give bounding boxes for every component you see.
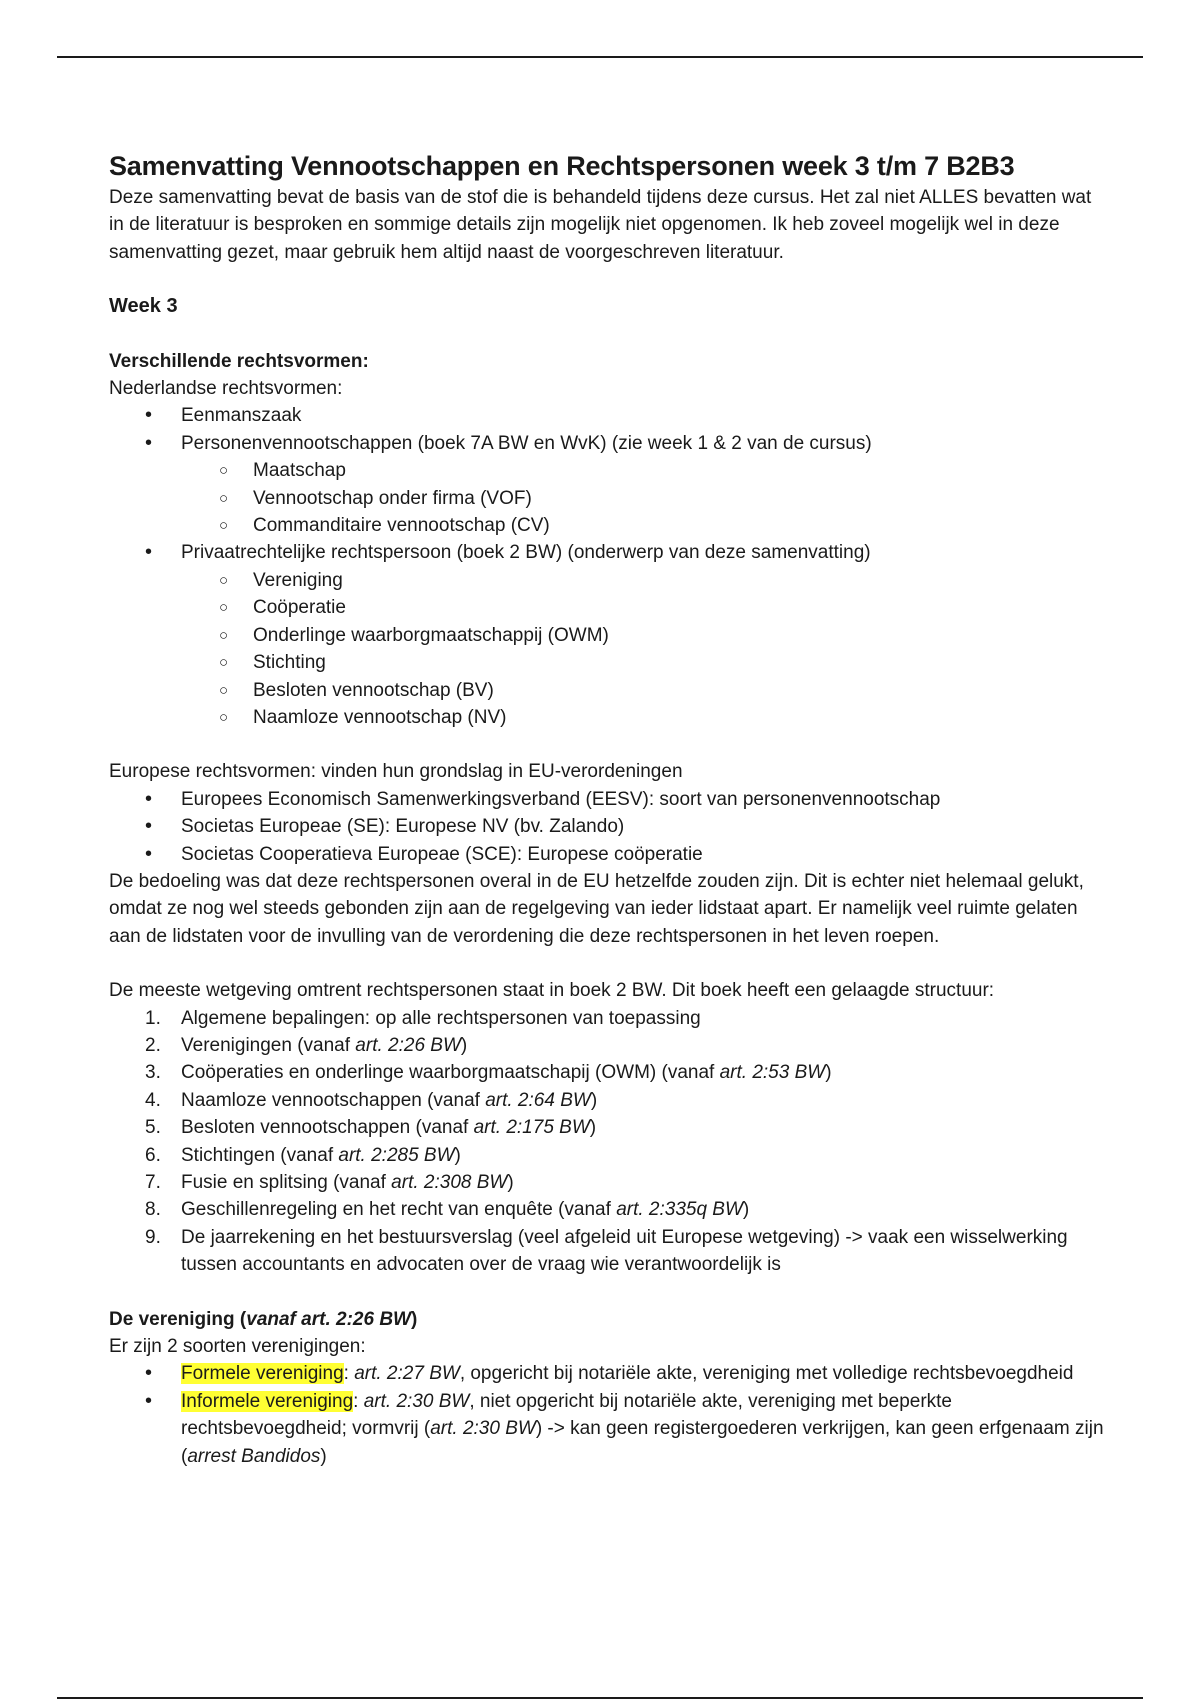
numbered-item-text-end: ) <box>454 1144 461 1166</box>
book2-intro: De meeste wetgeving omtrent rechtspersonen staat in boek 2 BW. Dit boek heeft een gelaagde structuur: <box>109 980 995 1002</box>
numbered-item-text: Besloten vennootschappen (vanaf <box>181 1117 474 1139</box>
page-title: Samenvatting Vennootschappen en Rechtspersonen week 3 t/m 7 B2B3 <box>109 151 1015 181</box>
sub-list-item-text: Vennootschap onder firma (VOF) <box>253 487 532 509</box>
numbered-item-text: Stichtingen (vanaf <box>181 1144 339 1166</box>
number-marker: 8. <box>145 1199 161 1221</box>
numbered-item <box>109 1196 1109 1223</box>
heading-article: vanaf art. 2:26 BW <box>246 1308 411 1330</box>
number-marker: 7. <box>145 1172 161 1193</box>
list-item-text: Societas Cooperatieva Europeae (SCE): Europese coöperatie <box>181 843 703 865</box>
rechtsvormen-subheading: Verschillende rechtsvormen: <box>109 350 369 372</box>
article-reference: art. 2:27 BW <box>354 1363 460 1385</box>
sub-list-item <box>181 704 1109 731</box>
list-item-text: Privaatrechtelijke rechtspersoon (boek 2 BW) (onderwerp van deze samenvatting) <box>181 542 871 564</box>
sub-bullet-marker: ○ <box>219 626 229 644</box>
sub-list-item <box>181 677 1109 704</box>
list-item-text: Personenvennootschappen (boek 7A BW en WvK) (zie week 1 & 2 van de cursus) <box>181 432 872 454</box>
sub-list-item-text: Naamloze vennootschap (NV) <box>253 706 507 728</box>
sub-list-item <box>181 512 1109 539</box>
sub-list-item-text: Commanditaire vennootschap (CV) <box>253 515 550 537</box>
bullet-marker: • <box>145 787 153 810</box>
numbered-item-text: Algemene bepalingen: op alle rechtspersonen van toepassing <box>181 1007 701 1029</box>
highlight-formele-vereniging: Formele vereniging <box>181 1363 344 1385</box>
sub-bullet-marker: ○ <box>219 489 229 507</box>
list-item-text: , opgericht bij notariële akte, vereniging met volledige rechtsbevoegdheid <box>459 1363 1074 1385</box>
numbered-item-text-end: ) <box>590 1089 598 1111</box>
nl-forms-list <box>109 402 1109 731</box>
bullet-marker: • <box>145 541 153 564</box>
vereniging-heading <box>109 1306 1109 1333</box>
case-reference: arrest Bandidos <box>187 1445 321 1467</box>
list-item-informeel <box>109 1388 1109 1470</box>
article-reference: art. 2:285 BW <box>338 1144 455 1166</box>
sub-bullet-marker: ○ <box>219 708 229 726</box>
sub-list-item-text: Besloten vennootschap (BV) <box>253 679 494 701</box>
list-item <box>109 430 1109 540</box>
number-marker: 2. <box>145 1034 161 1056</box>
list-item <box>109 402 1109 429</box>
numbered-item-text: Fusie en splitsing (vanaf <box>181 1172 392 1193</box>
list-item-text: Eenmanszaak <box>181 405 302 427</box>
article-reference: art. 2:64 BW <box>485 1089 591 1111</box>
numbered-item-text: Geschillenregeling en het recht van enquête (vanaf <box>181 1199 617 1221</box>
numbered-item <box>109 1142 1109 1169</box>
sub-list-item <box>181 594 1109 621</box>
book2-structure-list <box>109 1005 1109 1279</box>
eu-forms-list <box>109 786 1109 868</box>
list-item <box>109 841 1109 868</box>
number-marker: 6. <box>145 1144 161 1166</box>
numbered-item-text-end: ) <box>507 1172 514 1193</box>
sub-list-item-text: Stichting <box>253 652 326 674</box>
personen-sublist <box>181 457 1109 539</box>
document-body <box>109 148 1109 1470</box>
vereniging-types-list <box>109 1360 1109 1470</box>
bottom-rule <box>57 1697 1143 1699</box>
intro-paragraph: Deze samenvatting bevat de basis van de stof die is behandeld tijdens deze cursus. Het zal niet ALLES bevatten wat in de literatuur is besproken en sommige details zijn mogelijk niet opgenomen. Ik heb zoveel mogelijk wel in deze samenvatting gezet, maar gebruik hem altijd naast de voorgeschreven literatuur. <box>109 187 1092 263</box>
numbered-item <box>109 1087 1109 1114</box>
sub-list-item-text: Onderlinge waarborgmaatschappij (OWM) <box>253 624 609 646</box>
numbered-item <box>109 1114 1109 1141</box>
number-marker: 1. <box>145 1007 161 1029</box>
numbered-item-text: De jaarrekening en het bestuursverslag (veel afgeleid uit Europese wetgeving) -> vaak een wisselwerking tussen accountants en advocaten over de vraag wie verantwoordelijk is <box>181 1226 1068 1276</box>
article-reference: art. 2:30 BW <box>363 1390 470 1412</box>
colon: : <box>343 1363 355 1385</box>
numbered-item-text-end: ) <box>589 1117 597 1139</box>
numbered-item <box>109 1224 1109 1279</box>
number-marker: 3. <box>145 1062 161 1084</box>
sub-list-item-text: Coöperatie <box>253 597 346 619</box>
top-rule <box>57 56 1143 58</box>
numbered-item-text: Coöperaties en onderlinge waarborgmaatschapij (OWM) (vanaf <box>181 1062 720 1084</box>
numbered-item-text-end: ) <box>825 1062 832 1084</box>
bullet-marker: • <box>145 1362 153 1385</box>
article-reference: art. 2:26 BW <box>355 1034 461 1056</box>
numbered-item-text-end: ) <box>742 1199 750 1221</box>
list-item-formeel <box>109 1360 1109 1387</box>
eu-forms-label: Europese rechtsvormen: vinden hun grondslag in EU-verordeningen <box>109 761 683 783</box>
list-item-text-end: ) <box>320 1445 327 1467</box>
article-reference: art. 2:175 BW <box>473 1117 590 1139</box>
vereniging-intro: Er zijn 2 soorten verenigingen: <box>109 1336 366 1358</box>
bullet-marker: • <box>145 1389 153 1412</box>
sub-bullet-marker: ○ <box>219 517 229 535</box>
bullet-marker: • <box>145 404 153 427</box>
sub-list-item <box>181 649 1109 676</box>
numbered-item <box>109 1032 1109 1059</box>
sub-list-item <box>181 567 1109 594</box>
number-marker: 5. <box>145 1117 161 1139</box>
article-reference: art. 2:30 BW <box>430 1418 536 1440</box>
heading-text-end: ) <box>410 1308 418 1330</box>
number-marker: 9. <box>145 1226 161 1248</box>
sub-list-item-text: Maatschap <box>253 460 346 482</box>
rechtspersoon-sublist <box>181 567 1109 731</box>
list-item-text: Societas Europeae (SE): Europese NV (bv. Zalando) <box>181 816 625 838</box>
sub-bullet-marker: ○ <box>219 681 229 699</box>
sub-bullet-marker: ○ <box>219 599 229 617</box>
sub-bullet-marker: ○ <box>219 462 229 480</box>
numbered-item <box>109 1169 1109 1196</box>
sub-bullet-marker: ○ <box>219 654 229 672</box>
list-item <box>109 539 1109 731</box>
list-item-text: ) -> kan geen registergoederen verkrijgen, kan geen erfgenaam zijn ( <box>181 1418 1104 1467</box>
sub-list-item <box>181 622 1109 649</box>
sub-list-item <box>181 485 1109 512</box>
list-item-text: Europees Economisch Samenwerkingsverband (EESV): soort van personenvennootschap <box>181 788 941 810</box>
numbered-item <box>109 1059 1109 1086</box>
list-item <box>109 786 1109 813</box>
numbered-item-text-end: ) <box>460 1034 468 1056</box>
article-reference: art. 2:308 BW <box>391 1172 508 1193</box>
bullet-marker: • <box>145 815 153 838</box>
numbered-item-text: Verenigingen (vanaf <box>181 1034 356 1056</box>
nl-forms-label: Nederlandse rechtsvormen: <box>109 378 343 400</box>
sub-bullet-marker: ○ <box>219 571 229 589</box>
article-reference: art. 2:335q BW <box>616 1199 743 1221</box>
number-marker: 4. <box>145 1089 161 1111</box>
highlight-informele-vereniging: Informele vereniging <box>181 1390 354 1412</box>
week3-heading: Week 3 <box>109 295 178 318</box>
list-item <box>109 813 1109 840</box>
sub-list-item-text: Vereniging <box>253 569 343 591</box>
numbered-item-text: Naamloze vennootschappen (vanaf <box>181 1089 486 1111</box>
bullet-marker: • <box>145 431 153 454</box>
heading-text: De vereniging ( <box>109 1308 247 1330</box>
bullet-marker: • <box>145 842 153 865</box>
article-reference: art. 2:53 BW <box>719 1062 826 1084</box>
colon: : <box>353 1390 364 1412</box>
eu-paragraph: De bedoeling was dat deze rechtspersonen overal in de EU hetzelfde zouden zijn. Dit is echter niet helemaal gelukt, omdat ze nog wel steeds gebonden zijn aan de regelgeving van ieder lidstaat apart. Er namelijk veel ruimte gelaten aan de lidstaten voor de invulling van de verordening die deze rechtspersonen in het leven roepen. <box>109 870 1084 947</box>
sub-list-item <box>181 457 1109 484</box>
numbered-item <box>109 1005 1109 1032</box>
list-item-text: , niet opgericht bij notariële akte, vereniging met beperkte rechtsbevoegdheid; vormvrij ( <box>181 1390 953 1440</box>
